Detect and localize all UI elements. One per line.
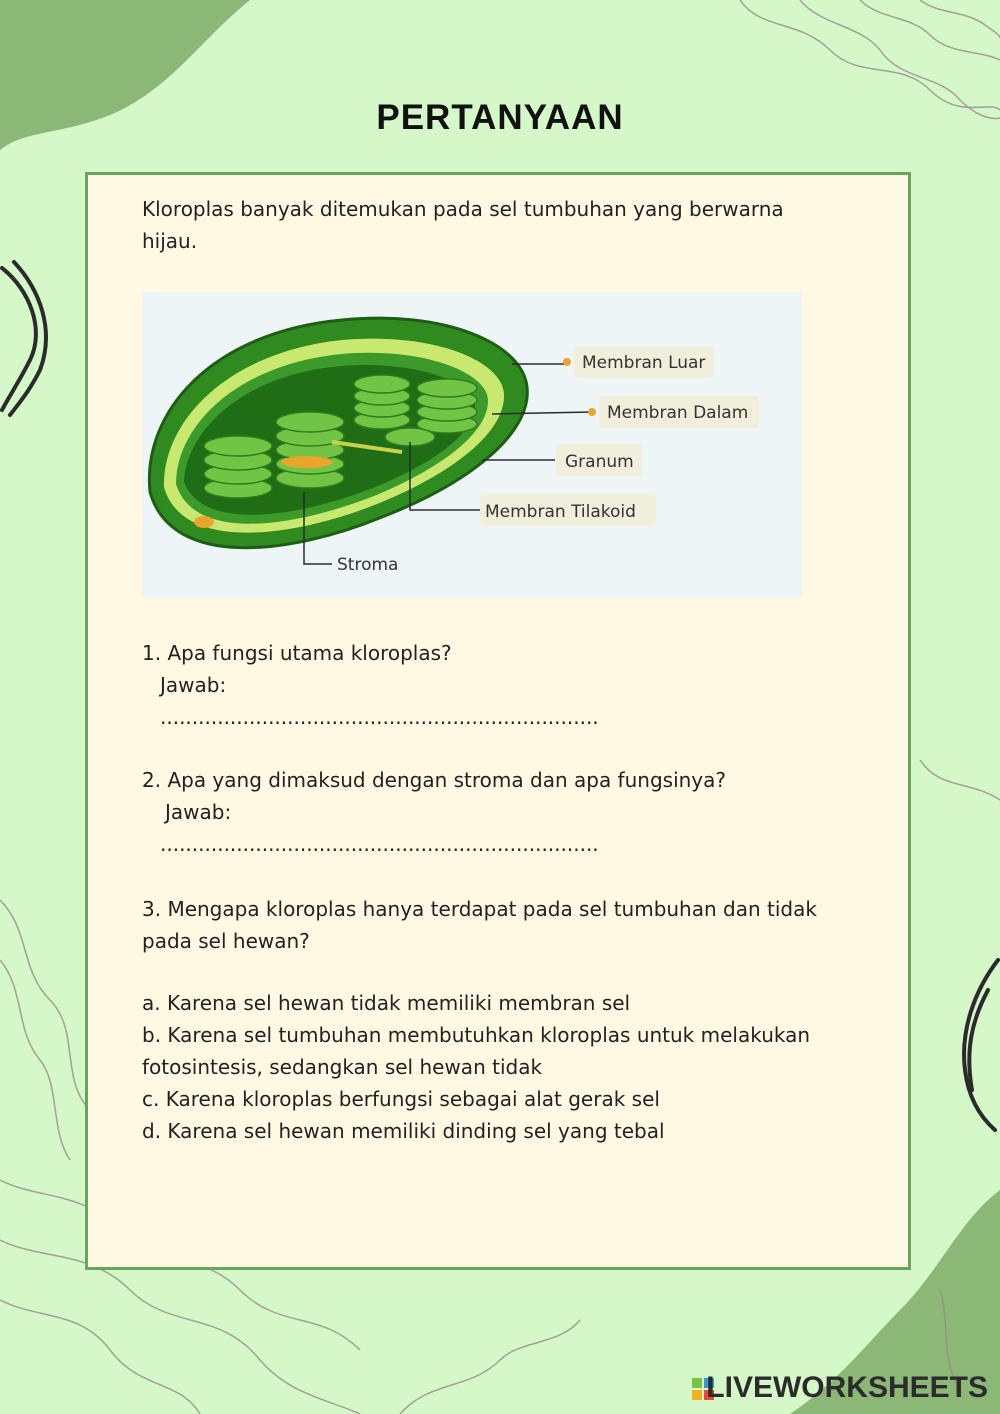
option-b-line-1[interactable]: b. Karena sel tumbuhan membutuhkan kloroplas untuk melakukan — [142, 1023, 811, 1047]
page-title: PERTANYAAN — [376, 98, 624, 137]
answer-field-2[interactable]: ..................................................................... — [160, 832, 599, 856]
question-1: 1. Apa fungsi utama kloroplas? — [142, 641, 452, 665]
label-granum: Granum — [565, 452, 634, 472]
question-3-line-1: 3. Mengapa kloroplas hanya terdapat pada sel tumbuhan dan tidak — [142, 897, 817, 921]
label-membran-luar: Membran Luar — [582, 353, 706, 373]
answer-label-2: Jawab: — [165, 800, 232, 824]
option-a[interactable]: a. Karena sel hewan tidak memiliki membran sel — [142, 991, 631, 1015]
brand-name[interactable]: LIVEWORKSHEETS — [706, 1371, 988, 1404]
label-stroma: Stroma — [337, 555, 399, 575]
question-2: 2. Apa yang dimaksud dengan stroma dan apa fungsinya? — [142, 768, 727, 792]
option-b-line-2[interactable]: fotosintesis, sedangkan sel hewan tidak — [142, 1055, 543, 1079]
answer-field-1[interactable]: ..................................................................... — [160, 705, 599, 729]
label-membran-tilakoid: Membran Tilakoid — [485, 502, 636, 522]
option-d[interactable]: d. Karena sel hewan memiliki dinding sel yang tebal — [142, 1119, 665, 1143]
chloroplast-diagram — [142, 292, 802, 598]
question-3-line-2: pada sel hewan? — [142, 929, 310, 953]
label-membran-dalam: Membran Dalam — [607, 403, 749, 423]
intro-line-2: hijau. — [142, 229, 198, 253]
answer-label-1: Jawab: — [160, 673, 227, 697]
intro-line-1: Kloroplas banyak ditemukan pada sel tumbuhan yang berwarna — [142, 197, 784, 221]
option-c[interactable]: c. Karena kloroplas berfungsi sebagai alat gerak sel — [142, 1087, 660, 1111]
